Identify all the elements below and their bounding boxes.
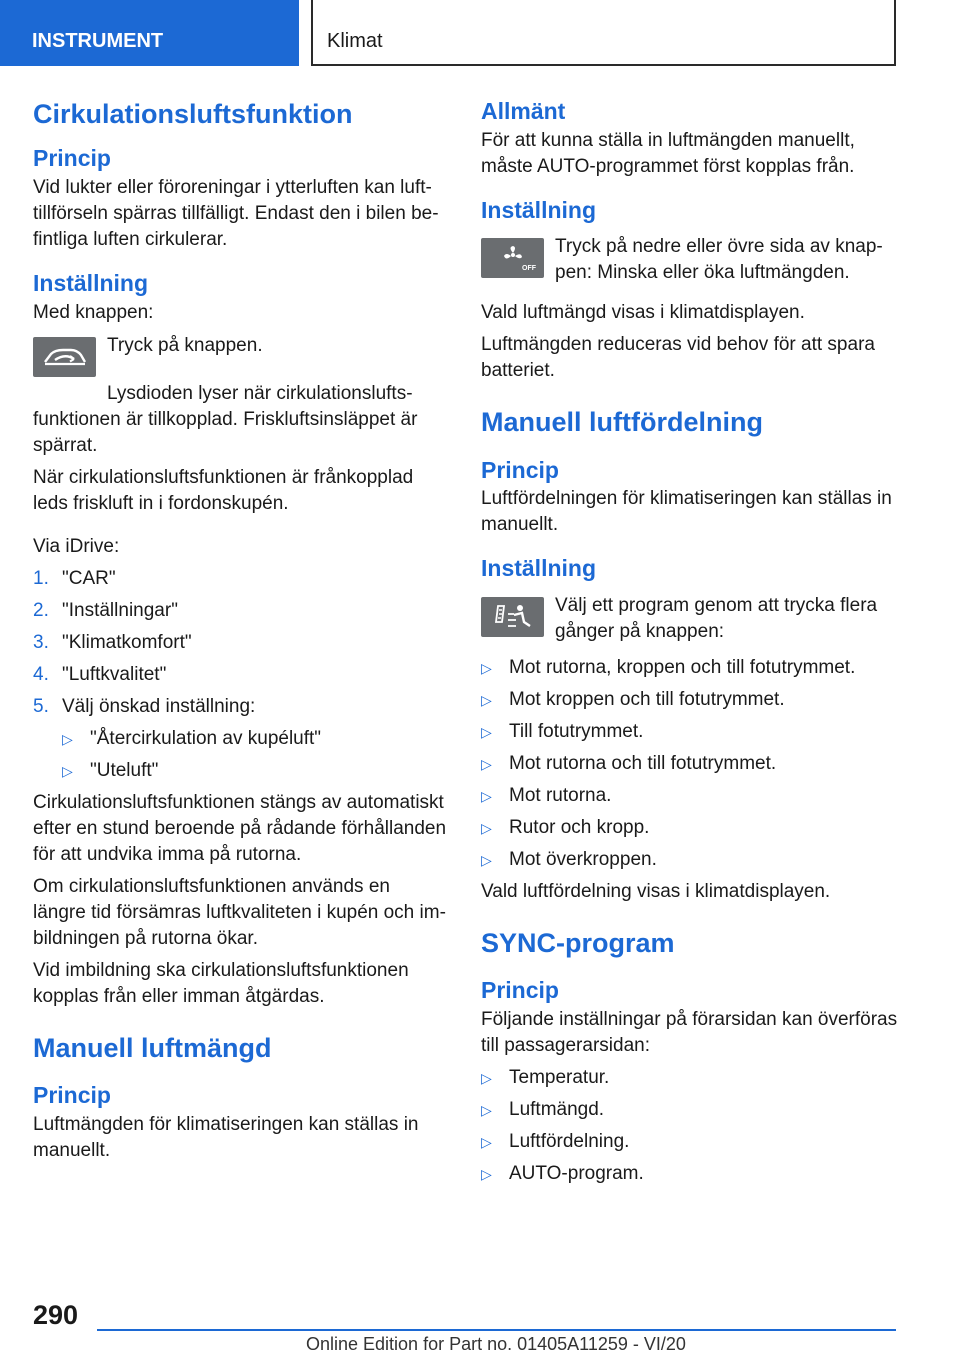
airflow-principle-heading: Princip [33,1081,111,1108]
list-item: ▷ Temperatur. [481,1065,901,1091]
fan-off-icon [481,238,544,278]
recirculation-title: Cirkulationsluftsfunktion [33,99,353,129]
triangle-bullet-icon: ▷ [481,787,492,804]
triangle-bullet-icon: ▷ [481,691,492,708]
list-item: ▷ Mot rutorna, kroppen och till fotutrymmet. [481,655,901,681]
auto-off-text: Cirkulationsluftsfunktionen stängs av automatiskt efter en stund beroende på rådande förhållanden för att undvika imma på rutorna. [33,791,447,865]
triangle-bullet-icon: ▷ [481,819,492,836]
list-item: ▷ Luftmängd. [481,1097,901,1123]
left-column [33,98,448,1164]
with-button-text: Med knappen: [33,301,154,323]
edition-text: Online Edition for Part no. 01405A11259 - VI/20 [306,1334,686,1354]
triangle-bullet-icon: ▷ [481,659,492,676]
svg-text:OFF: OFF [521,265,536,273]
sync-text: Följande inställningar på förarsidan kan överföras till passagerarsidan: [481,1008,898,1056]
list-item: ▷ "Återcirkulation av kupéluft" [62,726,448,752]
fan-button-row [481,234,901,286]
air-distribution-icon [481,597,544,637]
list-item: 1. "CAR" [33,567,116,589]
list-item: ▷ Mot överkroppen. [481,847,901,873]
list-item: 2. "Inställningar" [33,599,178,621]
list-item: ▷ Rutor och kropp. [481,815,901,841]
chapter-title: Klimat [311,0,896,66]
section-tab: INSTRUMENT [0,0,299,66]
triangle-bullet-icon: ▷ [481,851,492,868]
distribution-principle-text: Luftfördelningen för klimatiseringen kan ställas in manuellt. [481,488,892,536]
triangle-bullet-icon: ▷ [481,1101,492,1118]
fan-display-text: Vald luftmängd visas i klimatdisplayen. [481,302,805,324]
airflow-title: Manuell luftmängd [33,1032,272,1063]
distribution-button-row [481,593,901,645]
principle-heading: Princip [33,145,111,172]
list-item: ▷ Till fotutrymmet. [481,719,901,745]
fan-battery-text: Luftmängden reduceras vid behov för att spara batteriet. [481,334,875,382]
idrive-steps [33,566,448,720]
long-use-text: Om cirkulationsluftsfunktionen används en längre tid försämras luftkvaliteten i kupén och im-bildningen på rutorna ökar. [33,875,446,949]
fog-text: Vid imbildning ska cirkulationsluftsfunktionen kopplas från eller imman åtgärdas. [33,959,409,1007]
triangle-bullet-icon: ▷ [481,1165,492,1182]
distribution-title: Manuell luftfördelning [481,407,763,438]
distribution-setting-heading: Inställning [481,555,596,582]
distribution-instruction: Välj ett program genom att trycka flera gånger på knappen: [555,594,878,642]
press-button-text: Tryck på knappen. [107,334,263,356]
general-text: För att kunna ställa in luftmängden manuellt, måste AUTO-programmet först kopplas från. [481,129,855,177]
fan-setting-heading: Inställning [481,196,596,223]
list-item: ▷ Mot rutorna och till fotutrymmet. [481,751,901,777]
recirculation-button-row [33,333,448,377]
recirculation-icon [33,337,96,377]
led-text: Lysdioden lyser när cirkulationslufts-funktionen är tillkopplad. Friskluftsinsläppet är spärrat. [33,382,418,456]
list-item: ▷ "Uteluft" [62,758,448,784]
principle-text: Vid lukter eller föroreningar i ytterluften kan luft-tillförseln spärras tillfälligt. Endast den i bilen be-fintliga luften cirkulerar. [33,176,439,250]
list-item: ▷ Mot kroppen och till fotutrymmet. [481,687,901,713]
distribution-display-text: Vald luftfördelning visas i klimatdisplayen. [481,880,831,902]
right-column [481,98,901,1187]
distribution-options [481,655,901,873]
page-number: 290 [33,1300,79,1330]
triangle-bullet-icon: ▷ [62,730,73,747]
triangle-bullet-icon: ▷ [62,762,73,779]
list-item: 4. "Luftkvalitet" [33,663,167,685]
footer-divider [97,1329,896,1331]
sync-title: SYNC-program [481,927,675,958]
triangle-bullet-icon: ▷ [481,723,492,740]
list-item: 5. Välj önskad inställning: [33,695,256,717]
general-heading: Allmänt [481,98,566,124]
list-item: ▷ AUTO-program. [481,1161,901,1187]
fan-instruction: Tryck på nedre eller övre sida av knap-pen: Minska eller öka luftmängden. [555,236,883,284]
distribution-principle-heading: Princip [481,456,559,483]
off-text: När cirkulationsluftsfunktionen är frånkopplad leds friskluft in i fordonskupén. [33,466,414,514]
list-item: 3. "Klimatkomfort" [33,631,192,653]
list-item: ▷ Mot rutorna. [481,783,901,809]
setting-heading: Inställning [33,269,148,296]
sync-principle-heading: Princip [481,977,559,1004]
triangle-bullet-icon: ▷ [481,755,492,772]
triangle-bullet-icon: ▷ [481,1069,492,1086]
via-idrive-text: Via iDrive: [33,535,120,557]
airflow-principle-text: Luftmängden för klimatiseringen kan ställas in manuellt. [33,1113,419,1161]
triangle-bullet-icon: ▷ [481,1133,492,1150]
list-item: ▷ Luftfördelning. [481,1129,901,1155]
sync-options [481,1065,901,1187]
sub-options [62,726,448,784]
